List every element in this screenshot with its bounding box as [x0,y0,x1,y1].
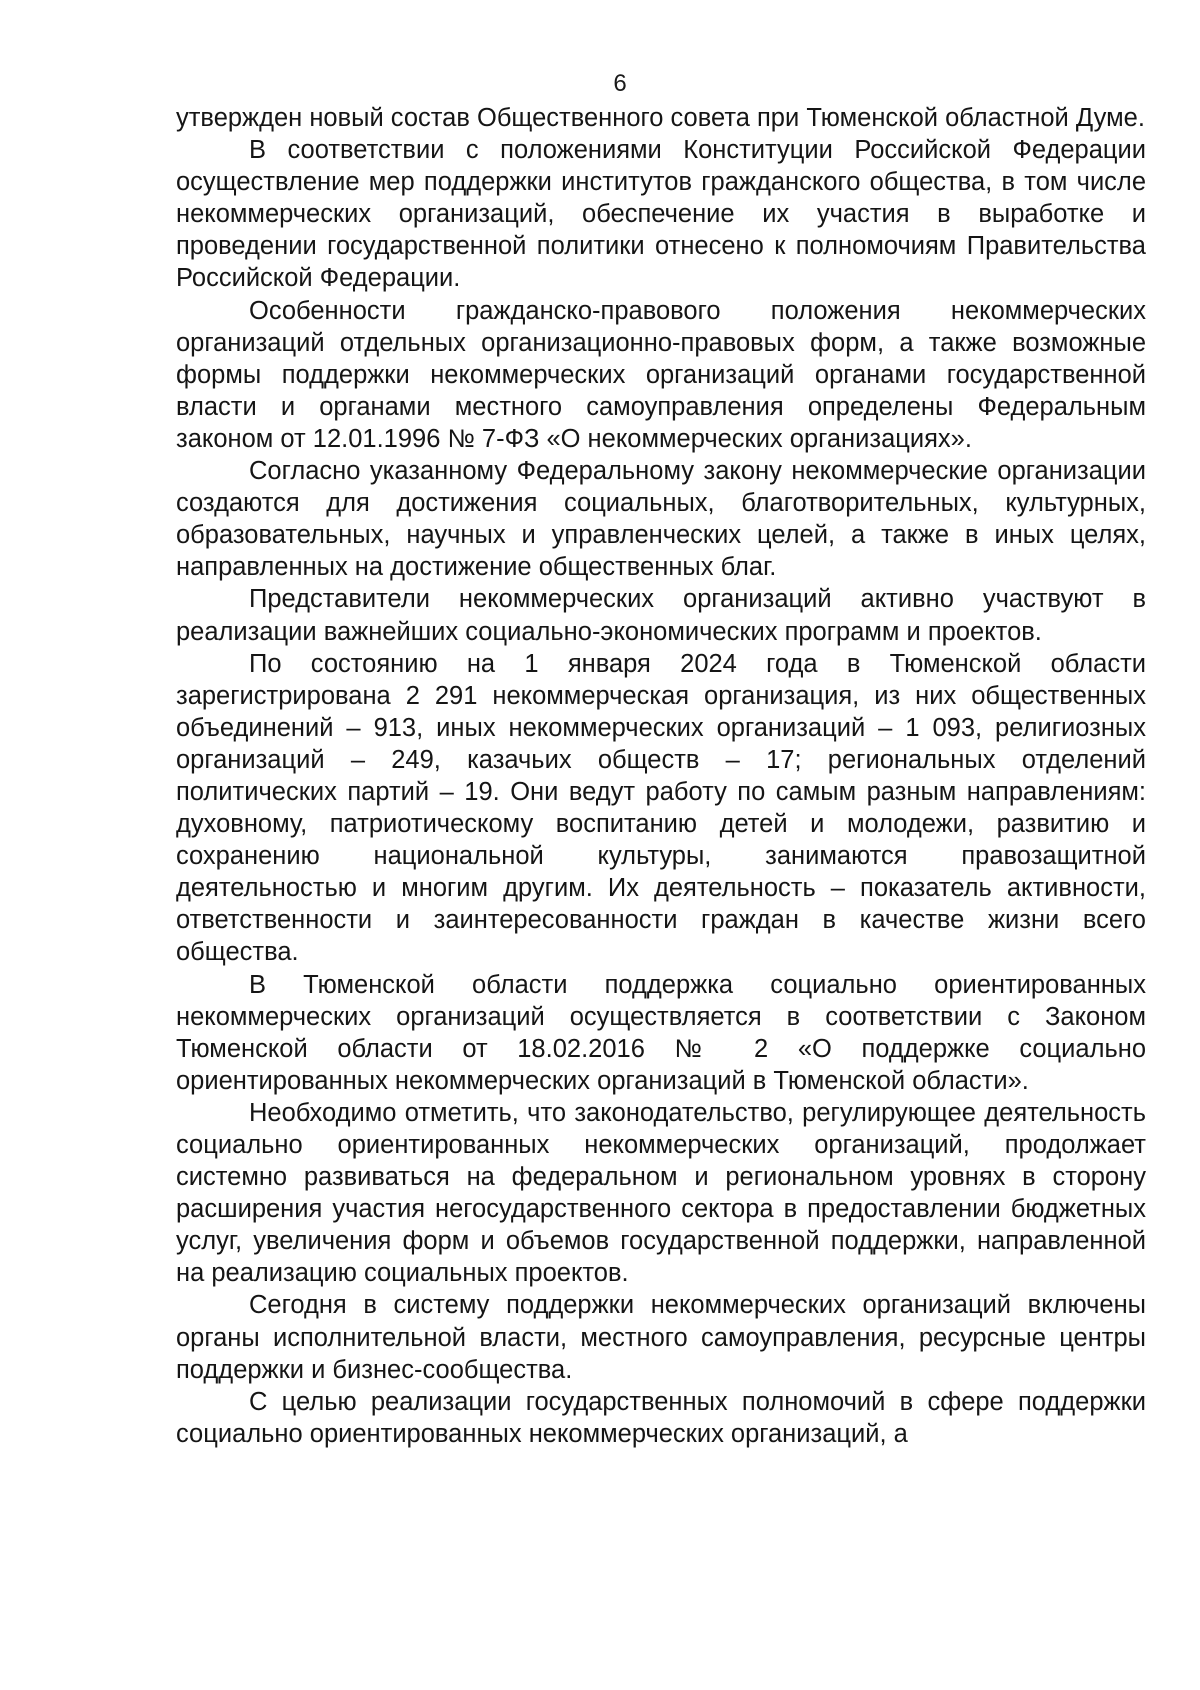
paragraph: Представители некоммерческих организаций активно участвуют в реализации важнейших социально-экономических программ и проектов. [176,585,1146,646]
paragraph: По состоянию на 1 января 2024 года в Тюменской области зарегистрирована 2 291 некоммерческая организация, из них общественных объединений – 913, иных некоммерческих организаций – 1 093, религиозных организаций – 249, казачьих обществ – 17; региональных отделений политических партий – 19. Они ведут работу по самым разным направлениям: духовному, патриотическому воспитанию детей и молодежи, развитию и сохранению национальной культуры, занимаются правозащитной деятельностью и многим другим. Их деятельность – показатель активности, ответственности и заинтересованности граждан в качестве жизни всего общества. [176,649,1146,967]
paragraph: Согласно указанному Федеральному закону некоммерческие организации создаются для достижения социальных, благотворительных, культурных, образовательных, научных и управленческих целей, а также в иных целях, направленных на достижение общественных благ. [176,457,1146,582]
page-number: 6 [613,70,627,97]
paragraph-truncated: С целью реализации государственных полномочий в сфере поддержки социально ориентированных некоммерческих организаций, а [176,1387,1146,1448]
document-text-body [176,102,1146,1450]
paragraph: В соответствии с положениями Конституции Российской Федерации осуществление мер поддержки институтов гражданского общества, в том числе некоммерческих организаций, обеспечение их участия в выработке и проведении государственной политики отнесено к полномочиям Правительства Российской Федерации. [176,136,1146,293]
paragraph: Необходимо отметить, что законодательство, регулирующее деятельность социально ориентированных некоммерческих организаций, продолжает системно развиваться на федеральном и региональном уровнях в сторону расширения участия негосударственного сектора в предоставлении бюджетных услуг, увеличения форм и объемов государственной поддержки, направленной на реализацию социальных проектов. [176,1098,1146,1288]
paragraph-continuation: утвержден новый состав Общественного совета при Тюменской областной Думе. [176,104,1145,132]
paragraph: Особенности гражданско-правового положения некоммерческих организаций отдельных организационно-правовых форм, а также возможные формы поддержки некоммерческих организаций органами государственной власти и органами местного самоуправления определены Федеральным законом от 12.01.1996 № 7-ФЗ «О некоммерческих организациях». [176,296,1146,453]
paragraph: Сегодня в систему поддержки некоммерческих организаций включены органы исполнительной власти, местного самоуправления, ресурсные центры поддержки и бизнес-сообщества. [176,1291,1146,1384]
paragraph: В Тюменской области поддержка социально ориентированных некоммерческих организаций осуществляется в соответствии с Законом Тюменской области от 18.02.2016 № 2 «О поддержке социально ориентированных некоммерческих организаций в Тюменской области». [176,970,1146,1095]
